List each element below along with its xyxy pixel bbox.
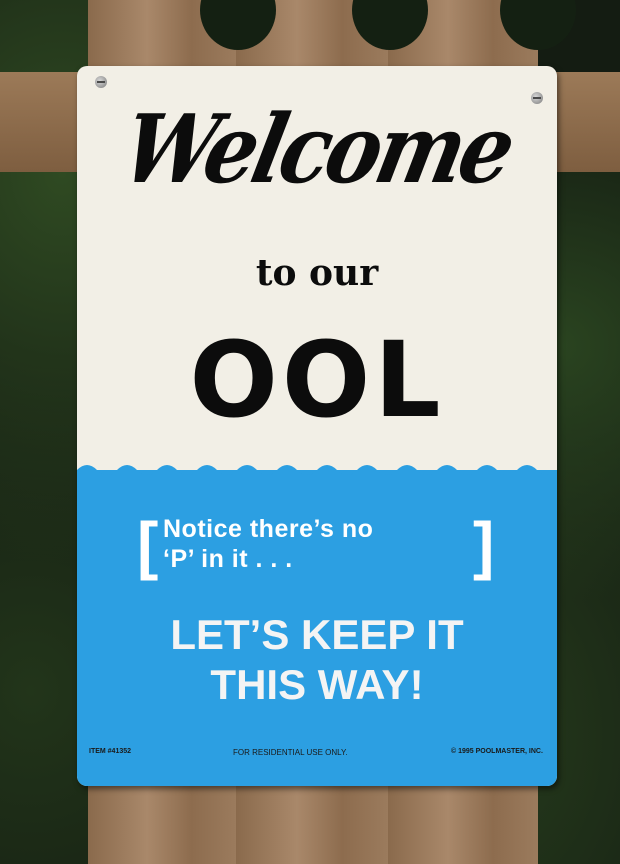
notice-line-2: ‘P’ in it . . . <box>163 545 293 573</box>
copyright: © 1995 POOLMASTER, INC. <box>451 748 543 755</box>
pool-sign <box>77 66 557 786</box>
bracket-open: [ <box>137 509 159 581</box>
wave-edge <box>77 460 557 480</box>
item-number: ITEM #41352 <box>89 748 132 755</box>
slogan-line-2: THIS WAY! <box>210 661 424 708</box>
ool-word: OOL <box>189 319 445 441</box>
water-panel <box>77 470 557 786</box>
slogan <box>77 610 557 710</box>
bracket-close: ] <box>473 509 495 581</box>
notice-line-1: Notice there’s no <box>163 515 374 543</box>
screw-icon <box>95 76 107 88</box>
notice-text <box>163 514 373 574</box>
usage-note: FOR RESIDENTIAL USE ONLY. <box>233 748 348 757</box>
to-our-text: to our <box>255 252 379 294</box>
slogan-line-1: LET’S KEEP IT <box>170 611 464 658</box>
welcome-heading: Welcome <box>113 94 521 206</box>
notice-block <box>137 510 517 580</box>
